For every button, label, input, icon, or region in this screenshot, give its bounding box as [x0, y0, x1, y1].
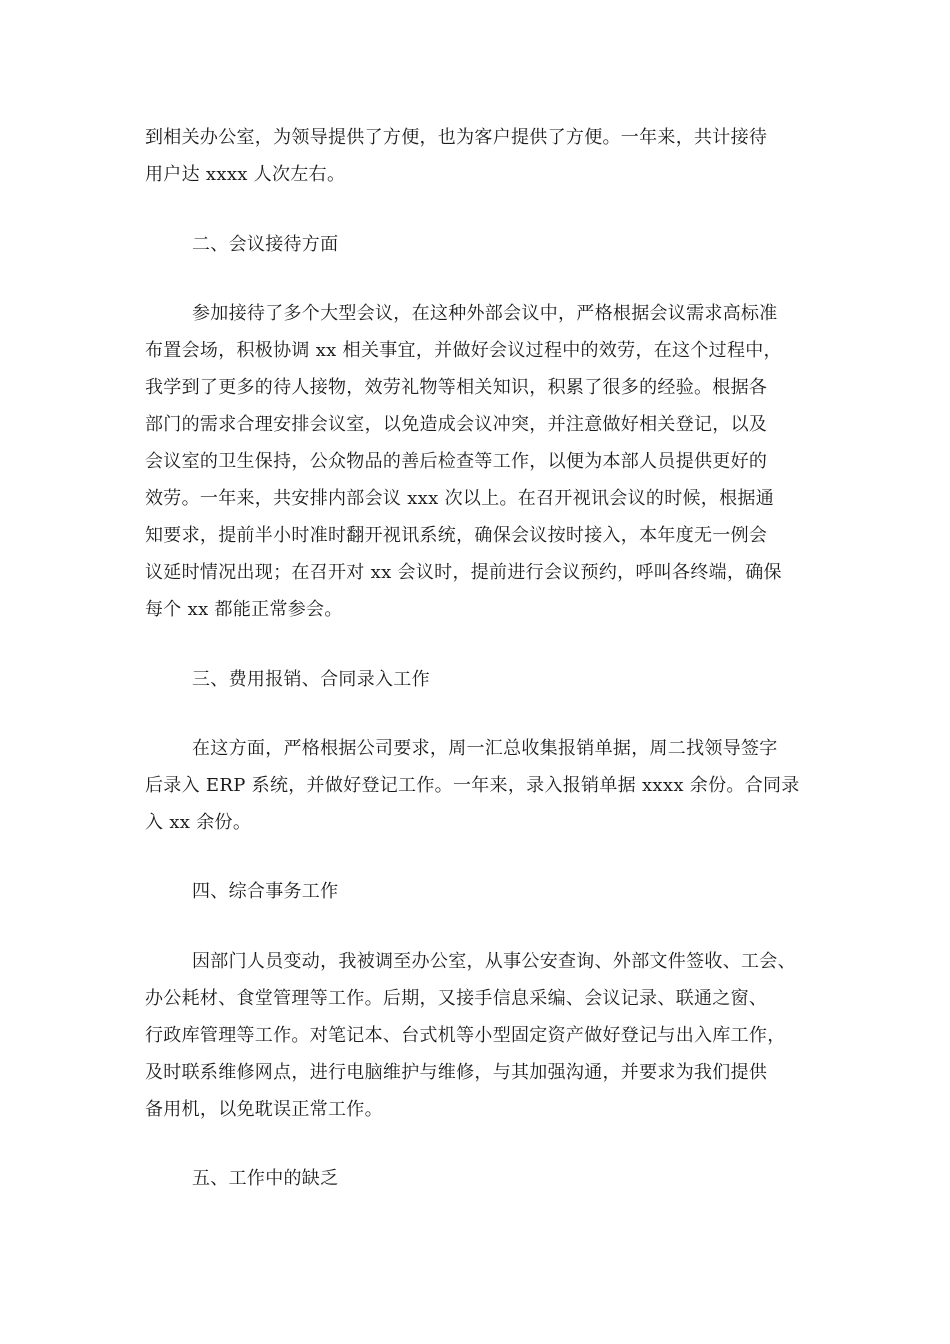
paragraph-line: 在这方面，严格根据公司要求，周一汇总收集报销单据，周二找领导签字: [192, 738, 778, 759]
paragraph-line: 知要求，提前半小时准时翻开视讯系统，确保会议按时接入，本年度无一例会: [145, 525, 768, 546]
paragraph-line: 会议室的卫生保持，公众物品的善后检查等工作，以便为本部人员提供更好的: [145, 451, 768, 472]
section-heading: 四、综合事务工作: [192, 881, 339, 902]
paragraph-line: 备用机，以免耽误正常工作。: [145, 1099, 383, 1120]
paragraph-line: 用户达 xxxx 人次左右。: [145, 164, 346, 185]
paragraph-line: 因部门人员变动，我被调至办公室，从事公安查询、外部文件签收、工会、: [192, 951, 796, 972]
section-heading: 二、会议接待方面: [192, 234, 339, 255]
paragraph-line: 参加接待了多个大型会议，在这种外部会议中，严格根据会议需求高标准: [192, 303, 778, 324]
paragraph-line: 我学到了更多的待人接物，效劳礼物等相关知识，积累了很多的经验。根据各: [145, 377, 768, 398]
paragraph-line: 行政库管理等工作。对笔记本、台式机等小型固定资产做好登记与出入库工作，: [145, 1025, 786, 1046]
paragraph-line: 布置会场，积极协调 xx 相关事宜，并做好会议过程中的效劳，在这个过程中，: [145, 340, 782, 361]
section-heading: 五、工作中的缺乏: [192, 1168, 339, 1189]
paragraph-line: 及时联系维修网点，进行电脑维护与维修，与其加强沟通，并要求为我们提供: [145, 1062, 768, 1083]
paragraph-line: 办公耗材、食堂管理等工作。后期，又接手信息采编、会议记录、联通之窗、: [145, 988, 768, 1009]
paragraph-line: 入 xx 余份。: [145, 812, 252, 833]
paragraph-line: 每个 xx 都能正常参会。: [145, 599, 343, 620]
paragraph-line: 议延时情况出现；在召开对 xx 会议时，提前进行会议预约，呼叫各终端，确保: [145, 562, 782, 583]
paragraph-line: 后录入 ERP 系统，并做好登记工作。一年来，录入报销单据 xxxx 余份。合同录: [145, 775, 800, 796]
paragraph-line: 效劳。一年来，共安排内部会议 xxx 次以上。在召开视讯会议的时候，根据通: [145, 488, 774, 509]
section-heading: 三、费用报销、合同录入工作: [192, 669, 430, 690]
paragraph-line: 部门的需求合理安排会议室，以免造成会议冲突，并注意做好相关登记，以及: [145, 414, 768, 435]
paragraph-line: 到相关办公室，为领导提供了方便，也为客户提供了方便。一年来，共计接待: [145, 127, 768, 148]
